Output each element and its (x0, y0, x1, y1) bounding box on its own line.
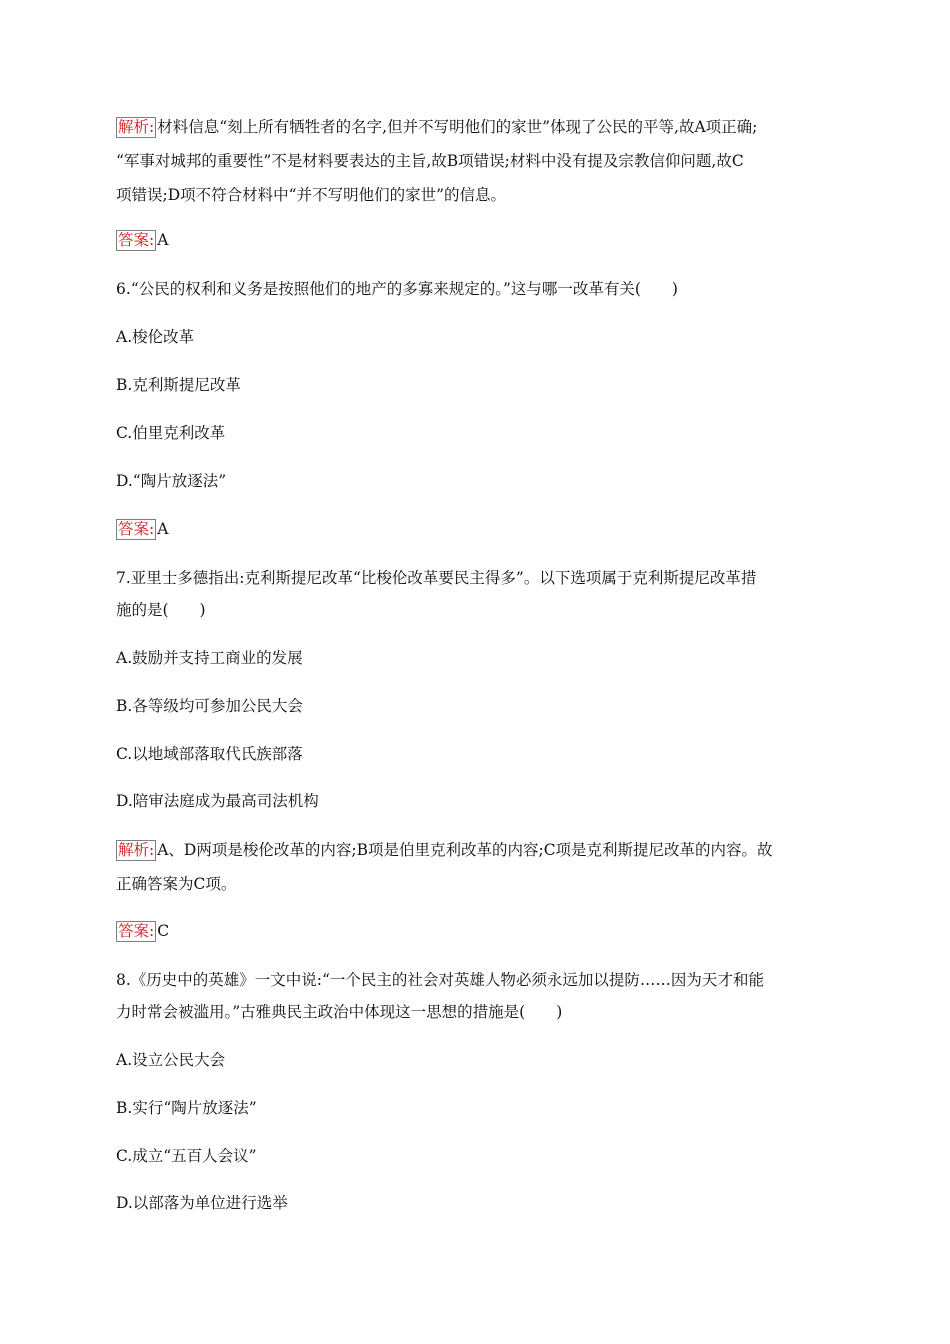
answer-value: A (157, 231, 169, 249)
answer-line (116, 920, 169, 942)
answer-line (116, 518, 168, 540)
option-a: A.设立公民大会 (116, 1051, 226, 1069)
analysis-label: 解析: (118, 118, 155, 136)
option-d: D.“陶片放逐法” (116, 472, 227, 490)
answer-label: 答案: (118, 231, 155, 249)
analysis-label: 解析: (118, 841, 155, 859)
option-c: C.以地域部落取代氏族部落 (116, 745, 303, 763)
option-d: D.以部落为单位进行选举 (116, 1194, 288, 1212)
analysis-text: 材料信息“刻上所有牺牲者的名字,但并不写明他们的家世”体现了公民的平等,故A项正确; (157, 118, 758, 136)
analysis-line (116, 116, 757, 138)
question-stem: 力时常会被滥用。”古雅典民主政治中体现这一思想的措施是( ) (116, 1003, 563, 1021)
analysis-line: 项错误;D项不符合材料中“并不写明他们的家世”的信息。 (116, 186, 506, 204)
analysis-line: 正确答案为C项。 (116, 875, 237, 893)
answer-value: A (157, 520, 169, 538)
option-b: B.各等级均可参加公民大会 (116, 697, 303, 715)
question-stem: 施的是( ) (116, 601, 206, 619)
option-b: B.实行“陶片放逐法” (116, 1099, 257, 1117)
option-b: B.克利斯提尼改革 (116, 376, 241, 394)
analysis-line (116, 839, 773, 861)
answer-label: 答案: (118, 922, 155, 940)
option-a: A.鼓励并支持工商业的发展 (116, 649, 303, 667)
question-stem: 8.《历史中的英雄》一文中说:“一个民主的社会对英雄人物必须永远加以提防……因为天才和能 (116, 971, 764, 989)
option-c: C.成立“五百人会议” (116, 1147, 257, 1165)
answer-value: C (157, 922, 170, 940)
answer-line (116, 229, 168, 251)
answer-label: 答案: (118, 520, 155, 538)
option-d: D.陪审法庭成为最高司法机构 (116, 792, 319, 810)
question-stem: 6.“公民的权利和义务是按照他们的地产的多寡来规定的。”这与哪一改革有关( ) (116, 280, 678, 298)
question-stem: 7.亚里士多德指出:克利斯提尼改革“比梭伦改革要民主得多”。以下选项属于克利斯提尼改革措 (116, 569, 757, 587)
analysis-line: “军事对城邦的重要性”不是材料要表达的主旨,故B项错误;材料中没有提及宗教信仰问题,故C (116, 152, 744, 170)
option-c: C.伯里克利改革 (116, 424, 226, 442)
option-a: A.梭伦改革 (116, 328, 195, 346)
analysis-text: A、D两项是梭伦改革的内容;B项是伯里克利改革的内容;C项是克利斯提尼改革的内容。故 (157, 841, 773, 859)
